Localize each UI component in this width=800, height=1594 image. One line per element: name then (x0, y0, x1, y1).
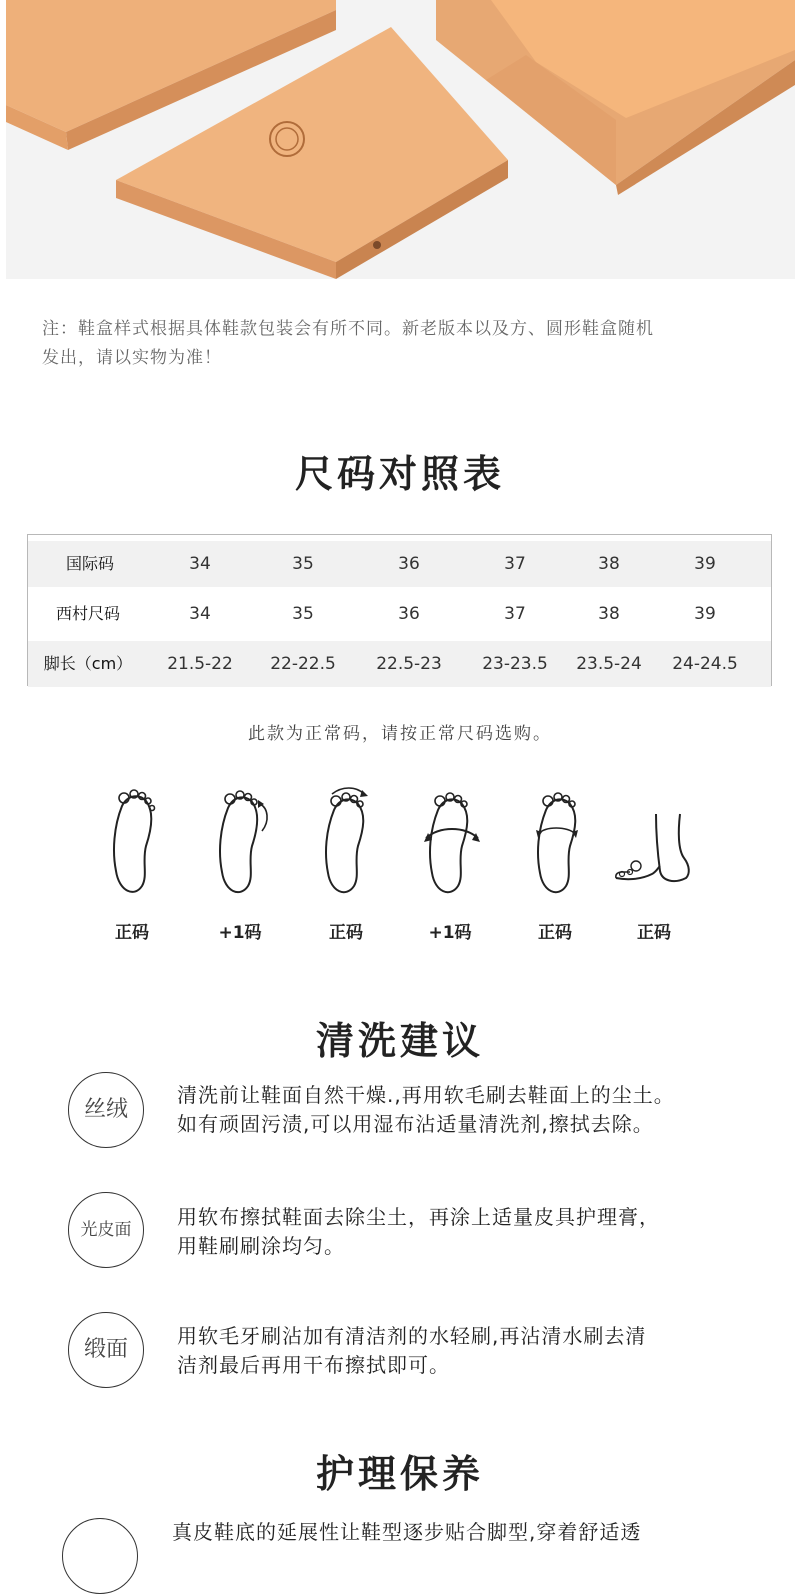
size-cell: 37 (504, 604, 526, 624)
size-cell: 36 (398, 604, 420, 624)
fit-note: 此款为正常码，请按正常尺码选购。 (248, 724, 552, 744)
size-row-international (28, 541, 771, 587)
care-badge (62, 1518, 138, 1594)
foot-label: 正码 (637, 923, 671, 943)
cleaning-line: 清洗前让鞋面自然干燥.,再用软毛刷去鞋面上的尘土。 (177, 1083, 675, 1107)
size-row-foot-length (28, 641, 771, 687)
care-text: 真皮鞋底的延展性让鞋型逐步贴合脚型,穿着舒适透 (172, 1520, 642, 1544)
packaging-note-line1: 注：鞋盒样式根据具体鞋款包装会有所不同。新老版本以及方、圆形鞋盒随机 (42, 319, 654, 339)
size-cell: 39 (694, 604, 716, 624)
normal-foot-icon (104, 786, 164, 901)
size-cell: 34 (189, 604, 211, 624)
size-cell: 36 (398, 554, 420, 574)
foot-label: +1码 (428, 923, 472, 943)
narrow-foot-icon (528, 786, 588, 901)
size-row-label: 脚长（cm） (43, 654, 133, 673)
size-cell: 39 (694, 554, 716, 574)
foot-label: 正码 (115, 923, 149, 943)
foot-label: 正码 (329, 923, 363, 943)
size-row-label: 国际码 (65, 554, 114, 573)
cleaning-line: 洁剂最后再用干布擦拭即可。 (177, 1353, 450, 1377)
material-velvet-badge: 丝绒 (68, 1072, 144, 1148)
size-cell: 22-22.5 (270, 654, 336, 674)
care-title: 护理保养 (315, 1451, 484, 1496)
wide-foot-icon (422, 786, 482, 901)
size-cell: 23.5-24 (576, 654, 642, 674)
size-cell: 23-23.5 (482, 654, 548, 674)
size-row-label: 西村尺码 (55, 604, 120, 623)
packaging-note-line2: 发出，请以实物为准！ (42, 348, 222, 368)
high-toe-foot-icon (318, 786, 378, 901)
foot-label: +1码 (218, 923, 262, 943)
cleaning-satin-text (177, 1322, 757, 1380)
wide-toe-foot-icon (212, 786, 272, 901)
cleaning-line: 如有顽固污渍,可以用湿布沾适量清洗剂,擦拭去除。 (177, 1112, 654, 1136)
cleaning-leather-text (177, 1203, 757, 1261)
size-cell: 24-24.5 (672, 654, 738, 674)
cleaning-line: 用鞋刷刷涂均匀。 (177, 1234, 345, 1258)
size-cell: 35 (292, 604, 314, 624)
material-satin-badge: 缎面 (68, 1312, 144, 1388)
material-smooth-leather-badge: 光皮面 (68, 1192, 144, 1268)
cleaning-line: 用软毛牙刷沾加有清洁剂的水轻刷,再沾清水刷去清 (177, 1324, 647, 1348)
size-chart-title: 尺码对照表 (294, 451, 505, 496)
packaging-note (42, 315, 772, 373)
size-cell: 38 (598, 554, 620, 574)
shoe-box-photo (6, 0, 795, 279)
cleaning-velvet-text (177, 1081, 757, 1139)
size-cell: 34 (189, 554, 211, 574)
high-arch-foot-icon (612, 786, 692, 901)
cleaning-line: 用软布擦拭鞋面去除尘土，再涂上适量皮具护理膏， (177, 1205, 660, 1229)
size-row-brand (28, 591, 771, 637)
size-cell: 37 (504, 554, 526, 574)
cleaning-title: 清洗建议 (315, 1018, 484, 1063)
size-cell: 22.5-23 (376, 654, 442, 674)
size-cell: 21.5-22 (167, 654, 233, 674)
size-table (27, 534, 772, 686)
size-cell: 35 (292, 554, 314, 574)
size-cell: 38 (598, 604, 620, 624)
foot-label: 正码 (538, 923, 572, 943)
